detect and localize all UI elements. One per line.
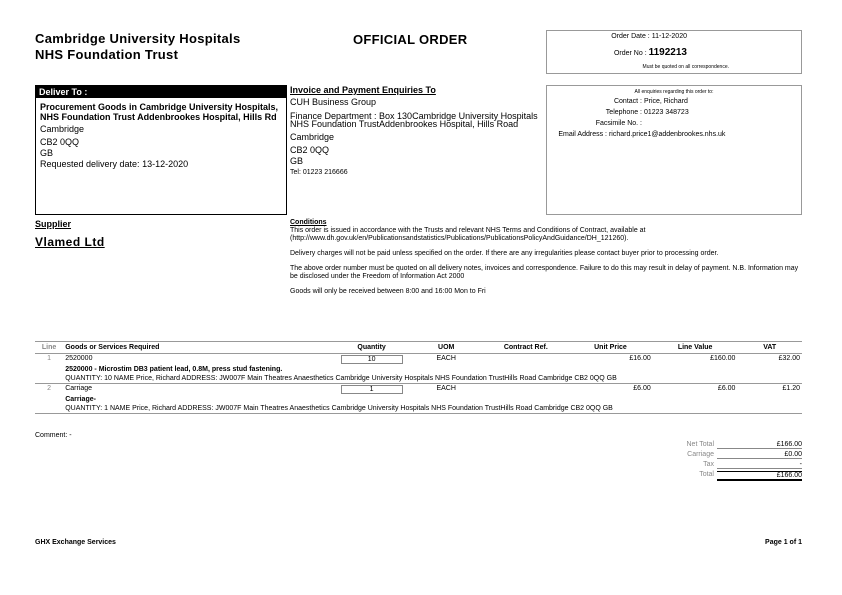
invoice-country: GB [290, 156, 304, 166]
order-number-value: 1192213 [648, 47, 687, 58]
uom-value: EACH [436, 385, 456, 392]
totals-block [660, 441, 802, 481]
page-number: Page 1 of 1 [765, 539, 802, 546]
line-number: 2 [47, 385, 52, 392]
contract-ref-value [483, 384, 568, 396]
invoice-address: Finance Department : Box 130Cambridge University Hospitals NHS Foundation TrustAddenbrookes Hospital, Hills Road [290, 111, 538, 129]
condition-receiving-hours: Goods will only be received between 8:00 and 16:00 Mon to Fri [290, 288, 486, 295]
quantity-value: 1 [341, 385, 403, 394]
fax-label: Facsimile No. : [595, 120, 642, 127]
tax-value: - [717, 461, 802, 469]
order-date-value: 11-12-2020 [651, 33, 687, 40]
deliver-name: Procurement Goods in Cambridge University Hospitals, NHS Foundation Trust Addenbrookes Hospital, Hills Rd [40, 102, 279, 122]
condition-delivery: Delivery charges will not be paid unless specified on the order. If there are any irregularities please contact buyer prior to processing order. [290, 250, 719, 257]
carriage-row [660, 451, 802, 461]
order-date-label: Order Date : [611, 33, 650, 40]
unit-price-value: £16.00 [629, 355, 651, 362]
invoice-city: Cambridge [290, 132, 335, 142]
table-row-description [35, 395, 802, 404]
deliver-to-heading: Deliver To : [36, 86, 286, 98]
order-lines-table [35, 341, 802, 414]
table-row-detail [35, 374, 802, 384]
deliver-to-box [35, 85, 287, 215]
quantity-value: 10 [341, 355, 403, 364]
col-line: Line [35, 342, 63, 354]
order-info-box [546, 30, 802, 74]
net-total-row [660, 441, 802, 451]
invoice-postcode: CB2 0QQ [290, 145, 330, 155]
invoice-box [290, 85, 546, 213]
line-number: 1 [47, 355, 52, 362]
footer-provider: GHX Exchange Services [35, 539, 116, 546]
invoice-heading: Invoice and Payment Enquiries To [290, 85, 436, 95]
item-detail: QUANTITY: 1 NAME Price, Richard ADDRESS: JW007F Main Theatres Anaesthetics Cambridge University Hospitals NHS Foundation TrustHills Road Cambridge CB2 0QQ GB [65, 405, 613, 412]
grand-total-label: Total [699, 471, 714, 478]
order-number-label: Order No : [613, 50, 647, 57]
col-contract-ref: Contract Ref. [483, 342, 568, 354]
table-row [35, 354, 802, 366]
contact-value: Price, Richard [643, 98, 688, 105]
telephone-label: Telephone : [605, 109, 642, 116]
deliver-city: Cambridge [40, 124, 85, 134]
vat-value: £32.00 [778, 355, 800, 362]
item-description: 2520000 - Microstim DB3 patient lead, 0.8M, press stud fastening. [65, 366, 283, 373]
table-header-row [35, 342, 802, 354]
contract-ref-value [483, 354, 568, 366]
contact-row [547, 96, 801, 107]
fax-row [547, 118, 801, 129]
invoice-group: CUH Business Group [290, 97, 377, 107]
supplier-heading: Supplier [35, 219, 72, 229]
document-title: OFFICIAL ORDER [353, 32, 468, 47]
unit-price-value: £6.00 [633, 385, 651, 392]
invoice-tel: Tel: 01223 216666 [290, 169, 348, 176]
telephone-value: 01223 348723 [643, 109, 689, 116]
grand-total-row [660, 471, 802, 481]
contact-label: Contact : [613, 98, 642, 105]
table-row-detail [35, 404, 802, 414]
net-total-label: Net Total [686, 441, 714, 448]
org-line-1: Cambridge University Hospitals [35, 31, 241, 46]
org-line-2: NHS Foundation Trust [35, 47, 179, 62]
email-value: richard.price1@addenbrookes.nhs.uk [608, 131, 726, 138]
table-row-description [35, 365, 802, 374]
col-goods: Goods or Services Required [63, 342, 334, 354]
conditions-heading: Conditions [290, 219, 327, 226]
col-vat: VAT [737, 342, 802, 354]
email-row [547, 129, 801, 140]
deliver-country: GB [40, 148, 54, 158]
quote-note: Must be quoted on all correspondence. [642, 64, 729, 70]
supplier-name: Vlamed Ltd [35, 235, 105, 249]
conditions-section [290, 219, 802, 303]
requested-delivery-date: Requested delivery date: 13-12-2020 [40, 159, 189, 169]
deliver-postcode: CB2 0QQ [40, 137, 80, 147]
line-value-value: £160.00 [710, 355, 736, 362]
col-line-value: Line Value [653, 342, 738, 354]
carriage-label: Carriage [687, 451, 714, 458]
line-value-value: £6.00 [717, 385, 736, 392]
carriage-value: £0.00 [717, 451, 802, 459]
organisation-name [35, 31, 241, 63]
item-detail: QUANTITY: 10 NAME Price, Richard ADDRESS: JW007F Main Theatres Anaesthetics Cambridge University Hospitals NHS Foundation TrustHills Road Cambridge CB2 0QQ GB [65, 375, 617, 382]
comment: Comment: - [35, 432, 72, 439]
col-quantity: Quantity [334, 342, 409, 354]
tax-label: Tax [703, 461, 714, 468]
item-code: Carriage [65, 385, 93, 392]
condition-terms: This order is issued in accordance with the Trusts and relevant NHS Terms and Conditions of Contract, available at (http://www.dh.gov.uk/en/Publicationsandstatistics/Publications/PublicationsPolicyAndGuidance/DH_121260). [290, 227, 646, 242]
email-label: Email Address : [558, 131, 607, 138]
vat-value: £1.20 [782, 385, 800, 392]
order-date-row [547, 33, 687, 40]
condition-order-number: The above order number must be quoted on all delivery notes, invoices and correspondence. Failure to do this may result in delay of payment. N.B. Information may be disclosed under the Freedom of Information Act 2000 [290, 265, 799, 280]
order-number-row [547, 47, 687, 58]
item-description: Carriage- [65, 396, 96, 403]
telephone-row [547, 107, 801, 118]
item-code: 2520000 [65, 355, 93, 362]
table-row [35, 384, 802, 396]
col-unit-price: Unit Price [568, 342, 653, 354]
tax-row [660, 461, 802, 471]
uom-value: EACH [436, 355, 456, 362]
grand-total-value: £166.00 [717, 471, 802, 481]
net-total-value: £166.00 [717, 441, 802, 449]
contact-heading: All enquiries regarding this order to: [634, 89, 714, 95]
contact-box [546, 85, 802, 215]
col-uom: UOM [409, 342, 484, 354]
